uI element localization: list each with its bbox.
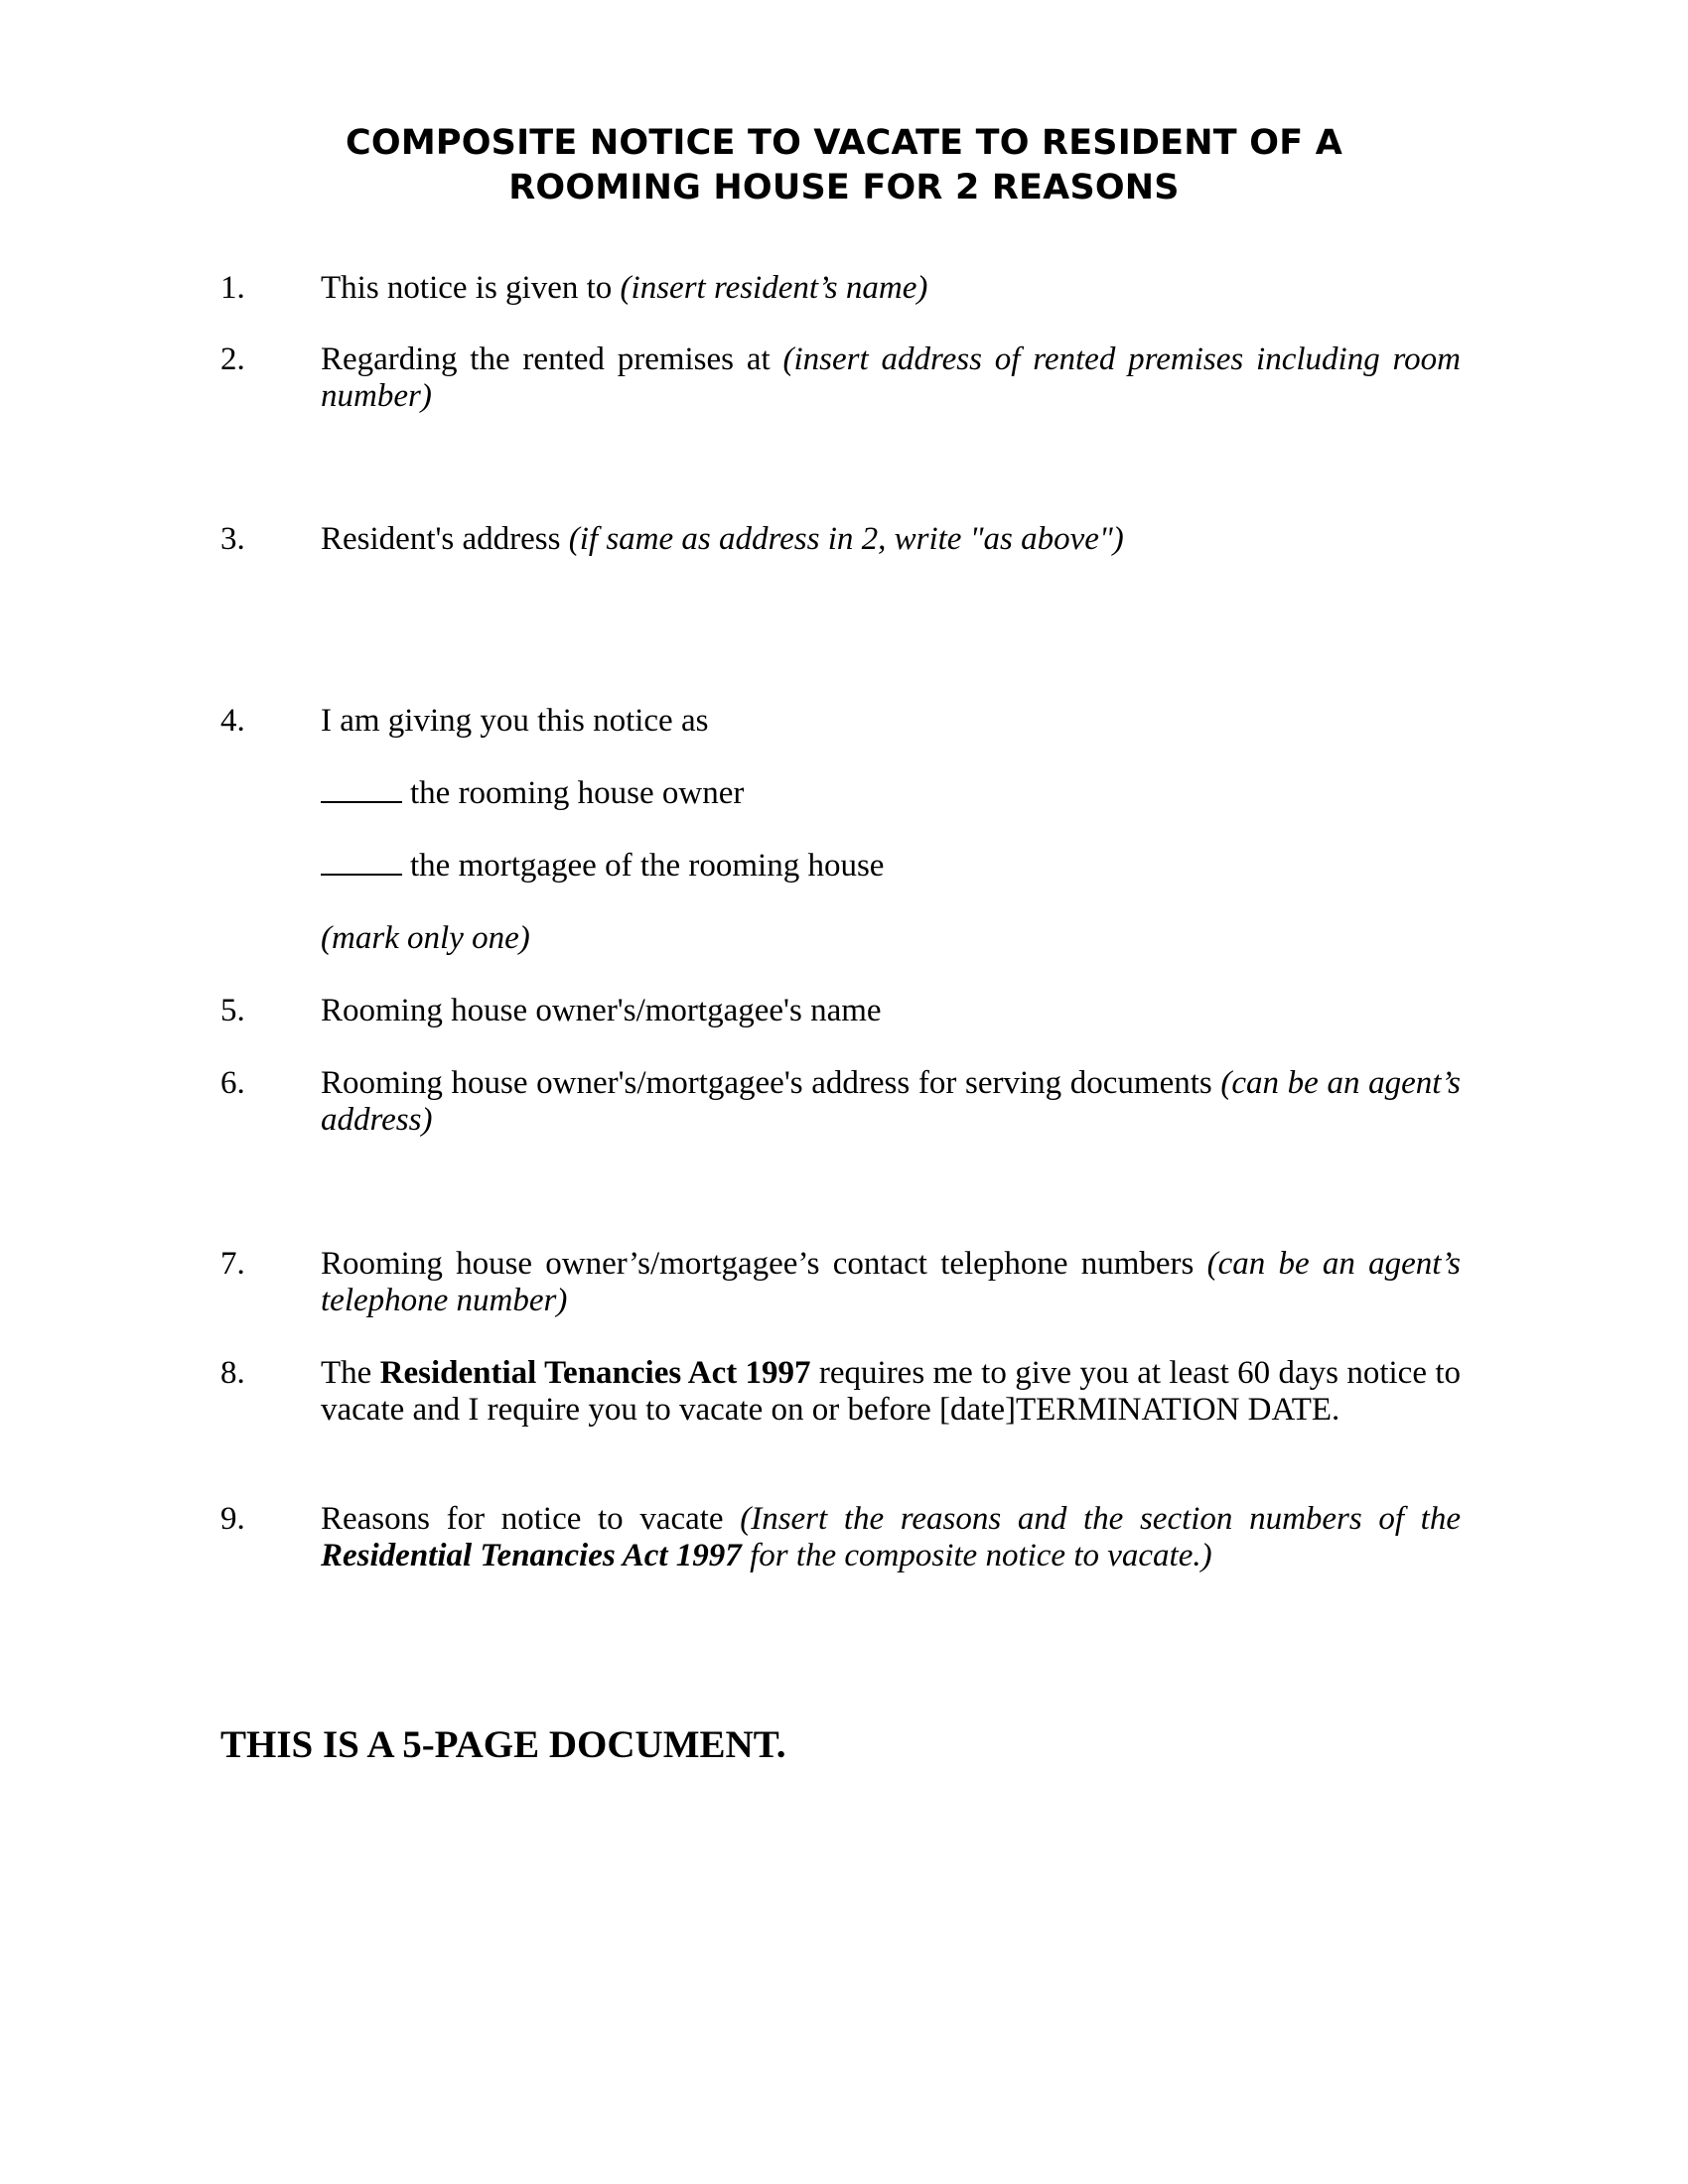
option-mortgagee: [321, 848, 884, 885]
item-label: Reasons for notice to vacate: [321, 1501, 741, 1537]
checkbox-blank-line[interactable]: [321, 873, 402, 876]
item-label: Rooming house owner’s/mortgagee’s contact telephone numbers: [321, 1246, 1207, 1282]
act-name: Residential Tenancies Act 1997: [321, 1538, 742, 1573]
page-count-notice: THIS IS A 5-PAGE DOCUMENT.: [220, 1723, 786, 1766]
item-text: [321, 521, 1461, 558]
item-label: Resident's address: [321, 521, 569, 557]
option-label: the mortgagee of the rooming house: [410, 848, 885, 884]
item-number: 3.: [220, 521, 245, 557]
title-line-2: ROOMING HOUSE FOR 2 REASONS: [508, 168, 1180, 207]
item-number: 5.: [220, 993, 245, 1028]
item-number: 7.: [220, 1246, 245, 1282]
item-note: (if same as address in 2, write "as above"): [568, 521, 1124, 557]
item-label-pre: The: [321, 1355, 380, 1391]
item-label: Regarding the rented premises at: [321, 341, 783, 377]
item-label: This notice is given to: [321, 270, 621, 306]
item-note: (can be an agent’s telephone number): [321, 1246, 1461, 1318]
checkbox-blank-line[interactable]: [321, 800, 402, 803]
item-text: [321, 1501, 1461, 1574]
item-number: 8.: [220, 1355, 245, 1391]
item-label: Rooming house owner's/mortgagee's address for serving documents: [321, 1065, 1221, 1101]
item-note: (insert resident’s name): [620, 270, 928, 306]
item-note-post: for the composite notice to vacate.): [741, 1538, 1212, 1573]
item-text: [321, 1355, 1461, 1429]
page-title: [199, 121, 1489, 210]
item-number: 2.: [220, 341, 245, 377]
item-note-pre: (Insert the reasons and the section numbers of the: [740, 1501, 1461, 1537]
item-label-post: requires me to give you at least 60 days notice to vacate and I require you to vacate on or before [date]TERMINATION DATE.: [321, 1355, 1461, 1428]
item-text: [321, 270, 1461, 307]
option-owner: [321, 775, 744, 812]
act-name: Residential Tenancies Act 1997: [379, 1355, 811, 1391]
item-number: 9.: [220, 1501, 245, 1537]
item-note: (can be an agent’s address): [321, 1065, 1461, 1138]
item-text: I am giving you this notice as: [321, 703, 709, 739]
item-number: 4.: [220, 703, 245, 739]
item-text: Rooming house owner's/mortgagee's name: [321, 993, 882, 1028]
item-text: [321, 1065, 1461, 1139]
item-number: 1.: [220, 270, 245, 306]
item-text: [321, 1246, 1461, 1319]
option-instruction: (mark only one): [321, 920, 530, 956]
item-note: (insert address of rented premises including room number): [321, 341, 1461, 414]
option-label: the rooming house owner: [410, 775, 745, 811]
item-number: 6.: [220, 1065, 245, 1101]
title-line-1: COMPOSITE NOTICE TO VACATE TO RESIDENT OF A: [346, 123, 1342, 163]
item-text: [321, 341, 1461, 415]
